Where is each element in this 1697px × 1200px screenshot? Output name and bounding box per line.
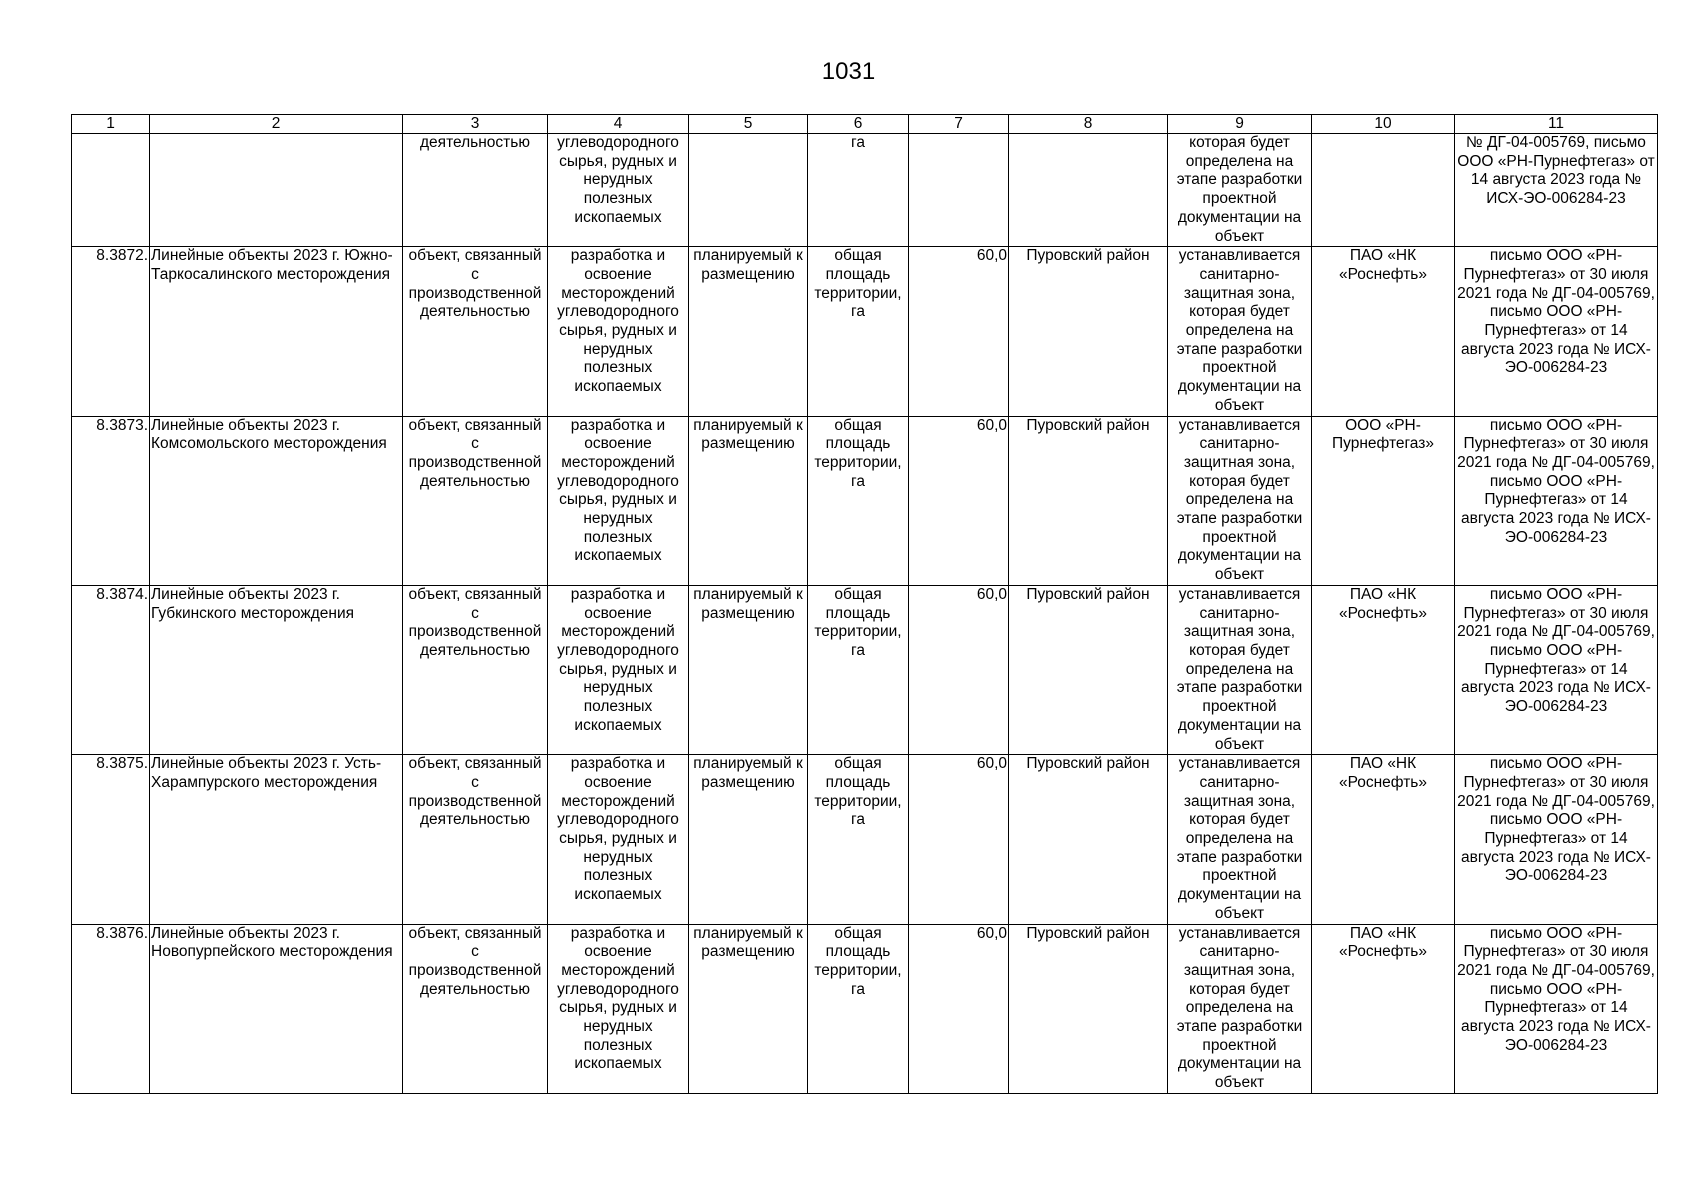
cell-basis: письмо ООО «РН-Пурнефтегаз» от 30 июля 2021 года № ДГ-04-005769, письмо ООО «РН-Пурнефтегаз» от 14 августа 2023 года № ИСХ-ЭО-006284-23	[1455, 755, 1658, 924]
cell-purpose: разработка и освоение месторождений углеводородного сырья, рудных и нерудных полезных ископаемых	[548, 755, 689, 924]
column-header: 8	[1009, 115, 1168, 134]
cell-location: Пуровский район	[1009, 247, 1168, 416]
cell-zone: устанавливается санитарно-защитная зона, которая будет определена на этапе разработки проектной документации на объект	[1168, 755, 1312, 924]
table-row	[72, 585, 1658, 754]
column-header: 6	[808, 115, 909, 134]
cell-characteristic: общая площадь территории, га	[808, 416, 909, 585]
column-header: 10	[1312, 115, 1455, 134]
cell-zone: устанавливается санитарно-защитная зона, которая будет определена на этапе разработки проектной документации на объект	[1168, 585, 1312, 754]
cell-number: 8.3873.	[72, 416, 150, 585]
cell-name: Линейные объекты 2023 г. Южно-Таркосалинского месторождения	[150, 247, 403, 416]
cell-purpose: разработка и освоение месторождений углеводородного сырья, рудных и нерудных полезных ископаемых	[548, 247, 689, 416]
cell-location: Пуровский район	[1009, 585, 1168, 754]
column-header: 1	[72, 115, 150, 134]
cell-type: деятельностью	[403, 134, 548, 247]
column-header: 9	[1168, 115, 1312, 134]
cell-zone: устанавливается санитарно-защитная зона, которая будет определена на этапе разработки проектной документации на объект	[1168, 924, 1312, 1093]
cell-purpose: углеводородного сырья, рудных и нерудных полезных ископаемых	[548, 134, 689, 247]
column-header: 7	[909, 115, 1009, 134]
cell-value: 60,0	[909, 247, 1009, 416]
cell-zone: устанавливается санитарно-защитная зона, которая будет определена на этапе разработки проектной документации на объект	[1168, 247, 1312, 416]
cell-name: Линейные объекты 2023 г. Усть-Харампурского месторождения	[150, 755, 403, 924]
cell-owner: ПАО «НК «Роснефть»	[1312, 247, 1455, 416]
cell-status	[689, 134, 808, 247]
cell-number: 8.3875.	[72, 755, 150, 924]
cell-location: Пуровский район	[1009, 924, 1168, 1093]
cell-owner: ПАО «НК «Роснефть»	[1312, 924, 1455, 1093]
header-row	[72, 115, 1658, 134]
cell-owner	[1312, 134, 1455, 247]
cell-number: 8.3872.	[72, 247, 150, 416]
table-row	[72, 247, 1658, 416]
cell-purpose: разработка и освоение месторождений углеводородного сырья, рудных и нерудных полезных ископаемых	[548, 924, 689, 1093]
cell-characteristic: общая площадь территории, га	[808, 924, 909, 1093]
cell-owner: ООО «РН-Пурнефтегаз»	[1312, 416, 1455, 585]
cell-value	[909, 134, 1009, 247]
table-row	[72, 416, 1658, 585]
column-header: 11	[1455, 115, 1658, 134]
cell-location: Пуровский район	[1009, 755, 1168, 924]
cell-characteristic: общая площадь территории, га	[808, 755, 909, 924]
cell-name: Линейные объекты 2023 г. Комсомольского месторождения	[150, 416, 403, 585]
cell-name: Линейные объекты 2023 г. Новопурпейского месторождения	[150, 924, 403, 1093]
cell-number: 8.3876.	[72, 924, 150, 1093]
cell-location	[1009, 134, 1168, 247]
cell-owner: ПАО «НК «Роснефть»	[1312, 755, 1455, 924]
cell-name	[150, 134, 403, 247]
cell-zone: которая будет определена на этапе разработки проектной документации на объект	[1168, 134, 1312, 247]
cell-status: планируемый к размещению	[689, 924, 808, 1093]
cell-zone: устанавливается санитарно-защитная зона, которая будет определена на этапе разработки проектной документации на объект	[1168, 416, 1312, 585]
continuation-row	[72, 134, 1658, 247]
cell-type: объект, связанный с производственной деятельностью	[403, 416, 548, 585]
cell-location: Пуровский район	[1009, 416, 1168, 585]
cell-value: 60,0	[909, 585, 1009, 754]
cell-number: 8.3874.	[72, 585, 150, 754]
column-header: 3	[403, 115, 548, 134]
cell-type: объект, связанный с производственной деятельностью	[403, 755, 548, 924]
cell-value: 60,0	[909, 416, 1009, 585]
cell-status: планируемый к размещению	[689, 416, 808, 585]
cell-status: планируемый к размещению	[689, 755, 808, 924]
table-row	[72, 924, 1658, 1093]
cell-purpose: разработка и освоение месторождений углеводородного сырья, рудных и нерудных полезных ископаемых	[548, 585, 689, 754]
cell-value: 60,0	[909, 924, 1009, 1093]
cell-characteristic: общая площадь территории, га	[808, 247, 909, 416]
cell-owner: ПАО «НК «Роснефть»	[1312, 585, 1455, 754]
cell-basis: № ДГ-04-005769, письмо ООО «РН-Пурнефтегаз» от 14 августа 2023 года № ИСХ-ЭО-006284-23	[1455, 134, 1658, 247]
cell-characteristic: га	[808, 134, 909, 247]
cell-purpose: разработка и освоение месторождений углеводородного сырья, рудных и нерудных полезных ископаемых	[548, 416, 689, 585]
cell-type: объект, связанный с производственной деятельностью	[403, 924, 548, 1093]
cell-type: объект, связанный с производственной деятельностью	[403, 247, 548, 416]
cell-status: планируемый к размещению	[689, 247, 808, 416]
column-header: 5	[689, 115, 808, 134]
cell-basis: письмо ООО «РН-Пурнефтегаз» от 30 июля 2021 года № ДГ-04-005769, письмо ООО «РН-Пурнефтегаз» от 14 августа 2023 года № ИСХ-ЭО-006284-23	[1455, 416, 1658, 585]
cell-basis: письмо ООО «РН-Пурнефтегаз» от 30 июля 2021 года № ДГ-04-005769, письмо ООО «РН-Пурнефтегаз» от 14 августа 2023 года № ИСХ-ЭО-006284-23	[1455, 247, 1658, 416]
cell-name: Линейные объекты 2023 г. Губкинского месторождения	[150, 585, 403, 754]
cell-status: планируемый к размещению	[689, 585, 808, 754]
cell-characteristic: общая площадь территории, га	[808, 585, 909, 754]
cell-type: объект, связанный с производственной деятельностью	[403, 585, 548, 754]
cell-basis: письмо ООО «РН-Пурнефтегаз» от 30 июля 2021 года № ДГ-04-005769, письмо ООО «РН-Пурнефтегаз» от 14 августа 2023 года № ИСХ-ЭО-006284-23	[1455, 585, 1658, 754]
cell-basis: письмо ООО «РН-Пурнефтегаз» от 30 июля 2021 года № ДГ-04-005769, письмо ООО «РН-Пурнефтегаз» от 14 августа 2023 года № ИСХ-ЭО-006284-23	[1455, 924, 1658, 1093]
cell-value: 60,0	[909, 755, 1009, 924]
registry-table	[71, 114, 1658, 1094]
cell-number	[72, 134, 150, 247]
column-header: 4	[548, 115, 689, 134]
column-header: 2	[150, 115, 403, 134]
page-number: 1031	[821, 58, 876, 85]
table-row	[72, 755, 1658, 924]
